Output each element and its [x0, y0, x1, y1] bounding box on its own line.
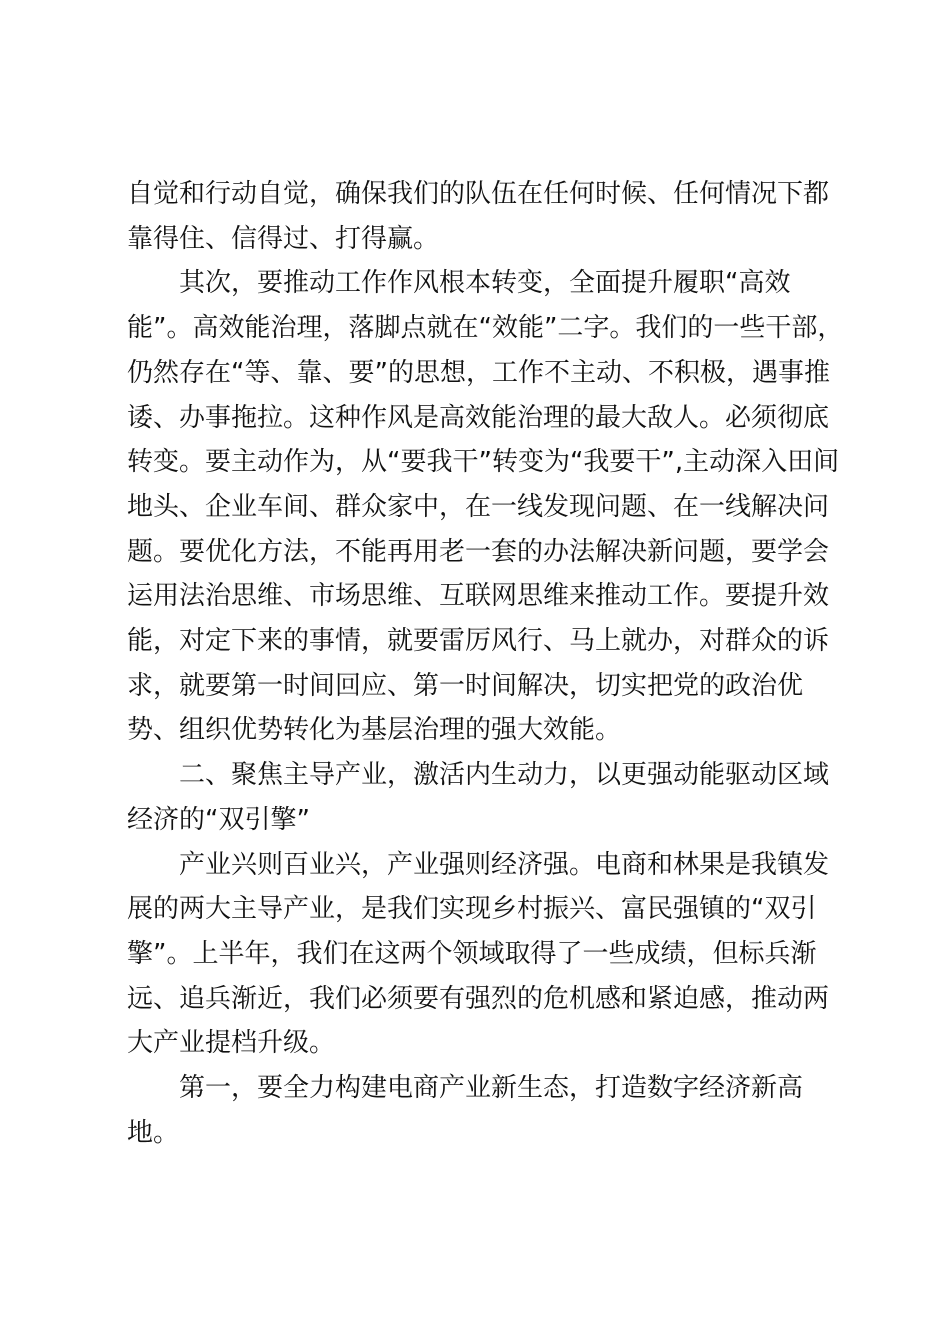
text-line: 转变。要主动作为，从“要我干”转变为“我要干”,主动深入田间: [127, 447, 840, 478]
text-line: 能”。高效能治理，落脚点就在“效能”二字。我们的一些干部，: [127, 313, 844, 344]
text-line: 求，就要第一时间回应、第一时间解决，切实把党的政治优: [127, 670, 804, 701]
text-line: 靠得住、信得过、打得赢。: [127, 223, 440, 254]
text-line: 大产业提档升级。: [127, 1028, 336, 1059]
heading-line: 二、聚焦主导产业，激活内生动力，以更强动能驱动区域: [179, 760, 830, 791]
text-line: 第一，要全力构建电商产业新生态，打造数字经济新高: [179, 1073, 804, 1104]
heading-line: 经济的“双引擎”: [127, 804, 310, 835]
text-line: 能，对定下来的事情，就要雷厉风行、马上就办，对群众的诉: [127, 626, 830, 657]
text-line: 地头、企业车间、群众家中，在一线发现问题、在一线解决问: [127, 491, 830, 522]
text-line: 诿、办事拖拉。这种作风是高效能治理的最大敌人。必须彻底: [127, 402, 830, 433]
document-body: [127, 172, 844, 1155]
text-line: 题。要优化方法，不能再用老一套的办法解决新问题，要学会: [127, 536, 830, 567]
paragraph-ecommerce: [127, 1066, 827, 1155]
section-heading: [127, 753, 830, 842]
text-line: 产业兴则百业兴，产业强则经济强。电商和林果是我镇发: [179, 849, 830, 880]
text-line: 运用法治思维、市场思维、互联网思维来推动工作。要提升效: [127, 581, 830, 612]
text-line: 其次，要推动工作作风根本转变，全面提升履职“高效: [179, 268, 791, 299]
text-line: 势、组织优势转化为基层治理的强大效能。: [127, 715, 622, 746]
paragraph-continuation: [127, 172, 830, 261]
text-line: 自觉和行动自觉，确保我们的队伍在任何时候、任何情况下都: [127, 179, 830, 209]
text-line: 展的两大主导产业，是我们实现乡村振兴、富民强镇的“双引: [127, 894, 817, 925]
text-line: 擎”。上半年，我们在这两个领域取得了一些成绩，但标兵渐: [127, 938, 817, 969]
text-line: 远、追兵渐近，我们必须要有强烈的危机感和紧迫感，推动两: [127, 983, 830, 1014]
paragraph-work-style: [127, 261, 844, 753]
paragraph-industry: [127, 843, 830, 1067]
text-line: 仍然存在“等、靠、要”的思想，工作不主动、不积极，遇事推: [127, 357, 830, 388]
text-line: 地。: [127, 1117, 180, 1148]
